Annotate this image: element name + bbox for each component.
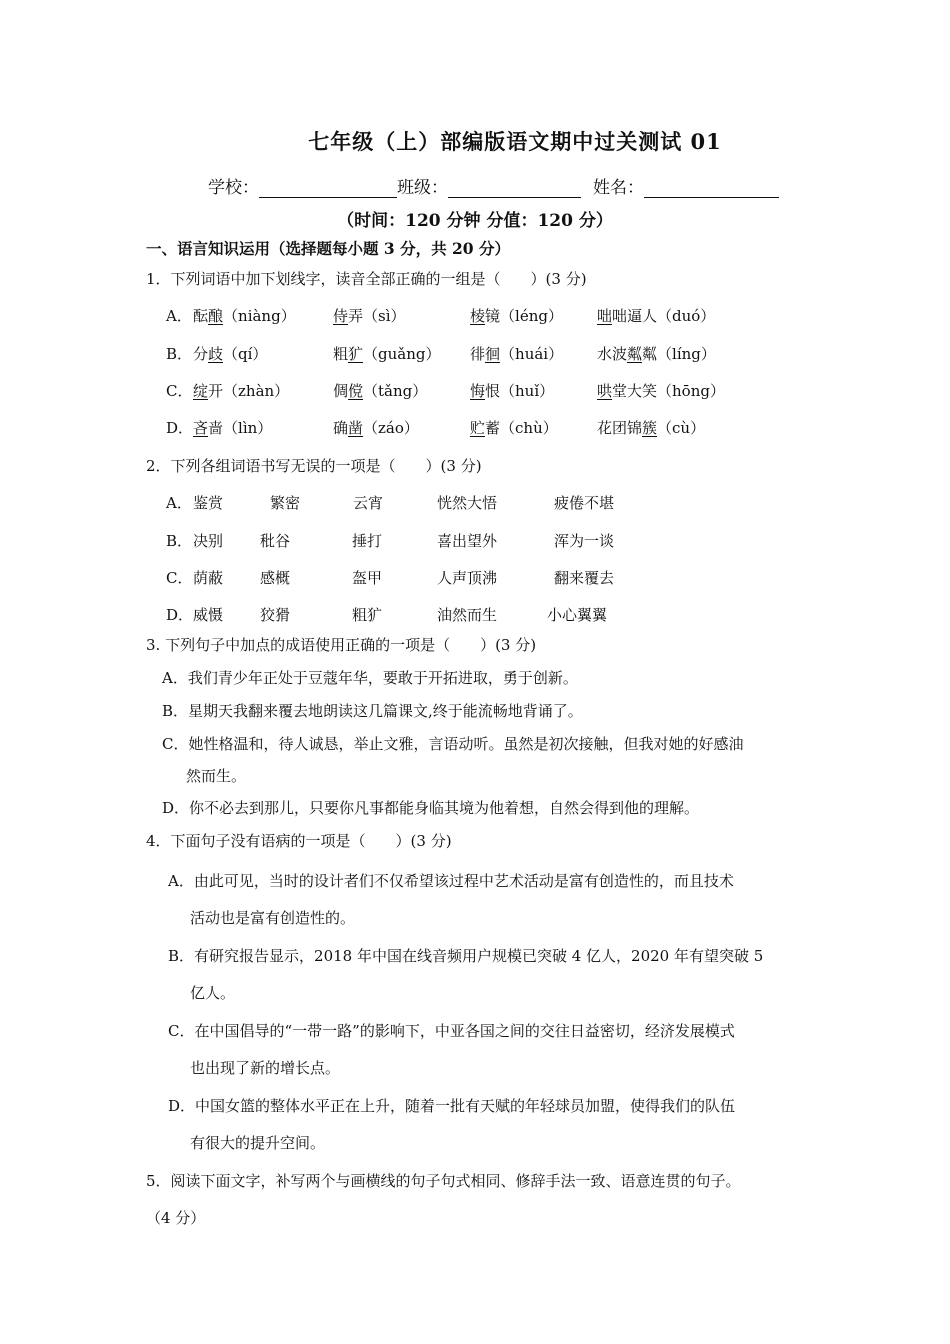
question-2-word: 粗犷: [352, 606, 383, 624]
question-1-word: [470, 417, 558, 438]
question-2-word: 翻来覆去: [554, 569, 615, 587]
question-3-option-a: A．我们青少年正处于豆蔻年华，要敢于开拓进取，勇于创新。: [162, 669, 578, 687]
underlined-char: 簇: [642, 419, 658, 437]
underlined-char: 侍: [333, 307, 349, 325]
word-prefix: 徘: [470, 345, 486, 363]
underlined-char: 歧: [208, 345, 224, 363]
word-prefix: 水波: [597, 345, 628, 363]
question-2-word: 决别: [193, 532, 224, 550]
question-2-word: 油然而生: [437, 606, 498, 624]
question-2-word: 盔甲: [352, 569, 383, 587]
question-1-word: [333, 380, 427, 401]
question-5-stem: 5．阅读下面文字，补写两个与画横线的句子句式相同、修辞手法一致、语意连贯的句子。: [146, 1172, 741, 1190]
word-suffix: 镜（léng）: [485, 307, 563, 325]
word-suffix: 弄（sì）: [348, 307, 406, 325]
school-blank[interactable]: [259, 179, 397, 198]
underlined-char: 凿: [348, 419, 364, 437]
question-1-option-letter: A．: [166, 307, 192, 325]
underlined-char: 绽: [193, 382, 209, 400]
question-5-points: （4 分）: [146, 1209, 206, 1227]
question-1-word: [193, 417, 272, 438]
question-2-option-letter: D．: [166, 606, 194, 624]
word-suffix: （qí）: [223, 345, 268, 363]
word-prefix: 粗: [333, 345, 349, 363]
question-3-option-c-cont: 然而生。: [186, 767, 247, 785]
underlined-char: 哄: [597, 382, 613, 400]
question-3-option-c: C．她性格温和，待人诚恳，举止文雅，言语动听。虽然是初次接触，但我对她的好感油: [162, 735, 744, 753]
question-4-option-c: C．在中国倡导的“一带一路”的影响下，中亚各国之间的交往日益密切，经济发展模式: [168, 1022, 735, 1040]
question-1-option-letter: C．: [166, 382, 193, 400]
word-prefix: 分: [193, 345, 209, 363]
word-suffix: 恨（huǐ）: [485, 382, 555, 400]
word-suffix: （huái）: [500, 345, 564, 363]
underlined-char: 吝: [193, 419, 209, 437]
question-2-word: 狡猾: [260, 606, 291, 624]
word-suffix: 啬（lìn）: [208, 419, 273, 437]
underlined-char: 酿: [208, 307, 224, 325]
name-blank[interactable]: [644, 179, 779, 198]
question-2-word: 浑为一谈: [554, 532, 615, 550]
underlined-char: 贮: [470, 419, 486, 437]
word-suffix: 堂大笑（hōng）: [612, 382, 725, 400]
word-prefix: 酝: [193, 307, 209, 325]
underlined-char: 傥: [348, 382, 364, 400]
question-4-stem: 4．下面句子没有语病的一项是（ ）(3 分): [146, 832, 452, 850]
question-3-option-d: D．你不必去到那儿，只要你凡事都能身临其境为他着想，自然会得到他的理解。: [162, 799, 700, 817]
question-2-option-letter: C．: [166, 569, 193, 587]
question-1-word: [470, 343, 563, 364]
question-2-word: 威慑: [193, 606, 224, 624]
question-1-word: [470, 380, 554, 401]
question-4-option-c-cont: 也出现了新的增长点。: [190, 1059, 341, 1077]
question-1-word: [193, 380, 289, 401]
exam-meta: （时间：120 分钟 分值：120 分）: [337, 211, 613, 231]
question-1-word: [597, 343, 716, 364]
question-4-option-d-cont: 有很大的提升空间。: [190, 1134, 326, 1152]
name-label: 姓名：: [593, 178, 644, 198]
underlined-char: 犷: [348, 345, 364, 363]
question-1-word: [597, 417, 705, 438]
question-2-option-letter: A．: [166, 494, 192, 512]
underlined-char: 悔: [470, 382, 486, 400]
question-1-option-letter: D．: [166, 419, 194, 437]
question-2-stem: 2．下列各组词语书写无误的一项是（ ）(3 分): [146, 457, 482, 475]
question-4-option-a-cont: 活动也是富有创造性的。: [190, 909, 356, 927]
student-info-line: [208, 173, 779, 198]
question-1-word: [597, 305, 715, 326]
word-suffix: （tǎng）: [363, 382, 428, 400]
class-blank[interactable]: [448, 179, 581, 198]
question-2-word: 感概: [260, 569, 291, 587]
word-suffix: （guǎng）: [363, 345, 441, 363]
question-1-word: [193, 305, 296, 326]
word-suffix: （cù）: [657, 419, 706, 437]
class-label: 班级：: [397, 178, 448, 198]
question-1-word: [470, 305, 563, 326]
question-3-stem: 3. 下列句子中加点的成语使用正确的一项是（ ）(3 分): [146, 636, 537, 654]
section-heading: 一、语言知识运用（选择题每小题 3 分，共 20 分）: [146, 239, 510, 258]
word-suffix: （niàng）: [223, 307, 296, 325]
underlined-char: 咄: [597, 307, 613, 325]
question-2-word: 荫蔽: [193, 569, 224, 587]
underlined-char: 粼: [627, 345, 643, 363]
question-2-word: 人声顶沸: [437, 569, 498, 587]
word-prefix: 确: [333, 419, 349, 437]
question-4-option-a: A．由此可见，当时的设计者们不仅希望该过程中艺术活动是富有创造性的，而且技术: [168, 872, 734, 890]
question-2-word: 疲倦不堪: [554, 494, 615, 512]
question-2-word: 鉴赏: [193, 494, 224, 512]
question-3-option-b: B．星期天我翻来覆去地朗读这几篇课文,终于能流畅地背诵了。: [162, 702, 583, 720]
school-label: 学校：: [208, 178, 259, 198]
question-1-word: [333, 343, 441, 364]
question-1-word: [333, 305, 406, 326]
word-suffix: 蓄（chù）: [485, 419, 558, 437]
word-prefix: 花团锦: [597, 419, 643, 437]
word-prefix: 倜: [333, 382, 349, 400]
question-2-word: 喜出望外: [437, 532, 498, 550]
question-4-option-b-cont: 亿人。: [190, 984, 236, 1002]
question-2-word: 捶打: [352, 532, 383, 550]
question-1-word: [193, 343, 267, 364]
word-suffix: 开（zhàn）: [208, 382, 290, 400]
page-title: 七年级（上）部编版语文期中过关测试 01: [308, 129, 722, 154]
word-suffix: 粼（líng）: [642, 345, 716, 363]
word-suffix: （záo）: [363, 419, 419, 437]
underlined-char: 棱: [470, 307, 486, 325]
question-2-word: 繁密: [270, 494, 301, 512]
question-1-word: [333, 417, 419, 438]
question-2-word: 云宵: [353, 494, 384, 512]
question-1-word: [597, 380, 725, 401]
question-2-word: 秕谷: [260, 532, 291, 550]
question-4-option-b: B．有研究报告显示，2018 年中国在线音频用户规模已突破 4 亿人，2020 年有望突破 5: [168, 947, 764, 965]
question-2-option-letter: B．: [166, 532, 193, 550]
word-suffix: 咄逼人（duó）: [612, 307, 716, 325]
question-4-option-d: D．中国女篮的整体水平正在上升，随着一批有天赋的年轻球员加盟，使得我们的队伍: [168, 1097, 736, 1115]
question-1-option-letter: B．: [166, 345, 193, 363]
question-2-word: 恍然大悟: [437, 494, 498, 512]
question-1-stem: 1．下列词语中加下划线字，读音全部正确的一组是（ ）(3 分): [146, 270, 587, 288]
underlined-char: 徊: [485, 345, 501, 363]
question-2-word: 小心翼翼: [547, 606, 608, 624]
